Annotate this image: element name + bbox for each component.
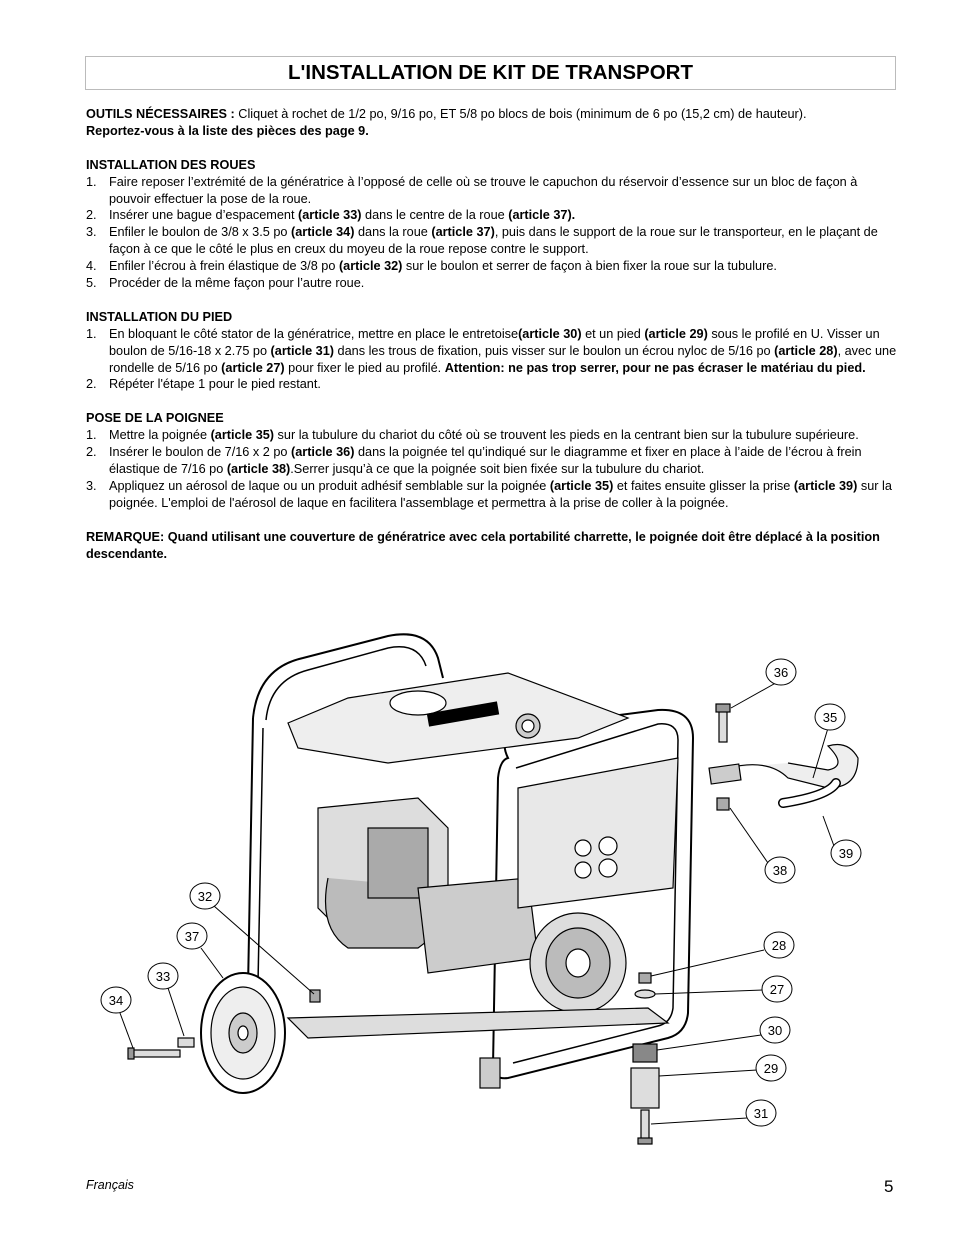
generator-illustration bbox=[128, 634, 858, 1144]
generator-cart-diagram bbox=[88, 628, 908, 1158]
list-item: 1. En bloquant le côté stator de la génératrice, mettre en place le entretoise(article 30) et un pied (article 29) sous le profilé en U. Visser un boulon de 5/16-18 x 2.75 po (article 31) dans les trous de fixation, puis visser sur le boulon un écrou nyloc de 5/16 po (article 28), avec une rondelle de 5/16 po (article 27) pour fixer le pied au profilé. Attention: ne pas trop serrer, pour ne pas écraser le matériau du pied. bbox=[86, 326, 897, 375]
note-paragraph: REMARQUE: Quand utilisant une couverture de génératrice avec cela portabilité charrette, le poignée doit être déplacé à la position descendante. bbox=[86, 529, 880, 561]
section-heading-handle: POSE DE LA POIGNEE bbox=[86, 411, 224, 426]
callout-38 bbox=[730, 808, 795, 883]
list-item: 4. Enfiler l’écrou à frein élastique de 3/8 po (article 32) sur le boulon et serrer de façon à bien fixer la roue sur la tubulure. bbox=[86, 259, 777, 274]
tools-text: Cliquet à rochet de 1/2 po, 9/16 po, ET 5/8 po blocs de bois (minimum de 6 po (15,2 cm) de hauteur). bbox=[234, 107, 807, 121]
list-item: 5. Procéder de la même façon pour l’autre roue. bbox=[86, 276, 365, 291]
list-item: 3. Enfiler le boulon de 3/8 x 3.5 po (article 34) dans la roue (article 37), puis dans le support de la roue sur le transporteur, en le plaçant de façon à ce que le côté le plus en creux du moyeu de la roue repose contre le support. bbox=[86, 225, 878, 257]
svg-text:27: 27 bbox=[769, 982, 785, 997]
list-item: 3. Appliquez un aérosol de laque ou un produit adhésif semblable sur la poignée (article 35) et faites ensuite glisser la prise (article 39) sur la poignée. L'emploi de l'aérosol de laque en facilitera l'assemblage et permettra à la prise de coller à la poignée. bbox=[86, 478, 892, 510]
callout-34 bbox=[101, 987, 133, 1048]
footer-language: Français bbox=[86, 1178, 134, 1192]
section-heading-feet: INSTALLATION DU PIED bbox=[86, 309, 233, 324]
wheels-steps bbox=[86, 174, 898, 292]
list-item: 1. Faire reposer l’extrémité de la génératrice à l’opposé de celle où se trouve le capuchon du réservoir d’essence sur un bloc de façon à pouvoir effectuer la pose de la roue. bbox=[86, 174, 858, 206]
svg-text:31: 31 bbox=[753, 1106, 769, 1121]
svg-text:38: 38 bbox=[772, 863, 788, 878]
svg-text:37: 37 bbox=[184, 929, 200, 944]
tools-label: OUTILS NÉCESSAIRES : bbox=[86, 107, 235, 121]
section-heading-wheels: INSTALLATION DES ROUES bbox=[86, 157, 256, 172]
svg-text:30: 30 bbox=[767, 1023, 783, 1038]
parts-reference: Reportez-vous à la liste des pièces des page 9. bbox=[86, 123, 369, 138]
callout-27 bbox=[655, 976, 792, 1002]
list-item: 2. Insérer le boulon de 7/16 x 2 po (article 36) dans la poignée tel qu’indiqué sur le diagramme et fixer en place à l’aide de l’écrou à frein élastique de 7/16 po (article 38).Serrer jusqu’à ce que la poignée soit bien fixée sur la tubulure du chariot. bbox=[86, 445, 862, 476]
list-item: 2. Répéter l'étape 1 pour le pied restant. bbox=[86, 377, 321, 392]
tools-paragraph bbox=[86, 106, 898, 140]
callout-28 bbox=[651, 932, 794, 976]
title-box bbox=[85, 56, 896, 90]
callout-39 bbox=[823, 816, 861, 866]
callout-37 bbox=[177, 923, 223, 978]
svg-text:28: 28 bbox=[771, 938, 787, 953]
list-item: 2. Insérer une bague d’espacement (article 33) dans le centre de la roue (article 37). bbox=[86, 208, 576, 223]
svg-text:33: 33 bbox=[155, 969, 171, 984]
list-item: 1. Mettre la poignée (article 35) sur la tubulure du chariot du côté où se trouvent les pieds en la centrant bien sur la tubulure supérieure. bbox=[86, 428, 859, 443]
page-title: L'INSTALLATION DE KIT DE TRANSPORT bbox=[288, 61, 693, 84]
svg-text:32: 32 bbox=[197, 889, 213, 904]
svg-text:35: 35 bbox=[822, 710, 838, 725]
feet-steps bbox=[86, 326, 898, 394]
page-number: 5 bbox=[884, 1177, 894, 1196]
handle-steps bbox=[86, 427, 898, 512]
callout-29 bbox=[659, 1055, 786, 1081]
svg-text:29: 29 bbox=[763, 1061, 779, 1076]
svg-text:34: 34 bbox=[108, 993, 124, 1008]
svg-text:39: 39 bbox=[838, 846, 854, 861]
instructions bbox=[86, 106, 898, 562]
callout-36 bbox=[731, 659, 796, 708]
svg-text:36: 36 bbox=[773, 665, 789, 680]
callout-33 bbox=[148, 963, 184, 1036]
callout-31 bbox=[651, 1100, 776, 1126]
